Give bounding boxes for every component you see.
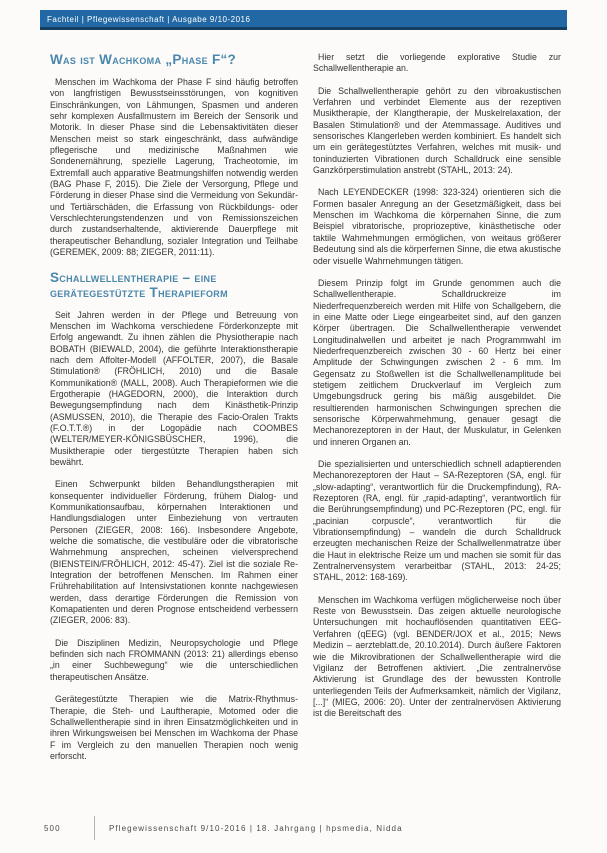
header-text: Fachteil | Pflegewissenschaft | Ausgabe 9/10-2016 xyxy=(47,15,251,24)
paragraph: Einen Schwerpunkt bilden Behandlungstherapien mit konsequenter individueller Förderung, frühem Dialog- und Kommunikationsaufbau, körpernahen Interaktionen und Handlungsdialogen unter Einbeziehung von vertrauten Personen (ZIEGER, 2008: 166). Insbesondere Angebote, welche die somatische, die vestibuläre oder die vibratorische Wahrnehmung ansprechen, scheinen vielversprechend (BIENSTEIN/FRÖHLICH, 2012: 45-47). Ziel ist die soziale Re-Integration der betroffenen Menschen. Im Rahmen einer Frührehabilitation auf Intensivstationen konnte nachgewiesen werden, dass derartige Förderungen die Remission von Komapatienten und deren Prognose entscheidend verbessern (ZIEGER, 2006: 83). xyxy=(50,479,298,626)
paragraph: Die spezialisierten und unterschiedlich schnell adaptierenden Mechanorezeptoren der Haut – SA-Rezeptoren (SA, engl. für „slow-adapting“, verantwortlich für die Druckempfindung), RA-Rezeptoren (RA, engl. für „rapid-adapting“, verantwortlich für die Berührungsempfindung) und PC-Rezeptoren (PC, engl. für „pacinian corpuscle“, verantwortlich für die Vibrationsempfindung) – wandeln die durch Schalldruck erzeugten mechanischen Reize der Schallwellenmatratze über die Haut in elektrische Reize um und machen sie somit für das Zentralnervensystem verarbeitbar (STAHL, 2013: 24-25; STAHL, 2012: 168-169). xyxy=(313,459,561,583)
footer-separator xyxy=(94,816,95,840)
page-number: 500 xyxy=(44,823,61,833)
right-column xyxy=(313,52,561,773)
paragraph: Die Disziplinen Medizin, Neuropsychologie und Pflege befinden sich nach FROMMANN (2013: 21) allerdings ebenso „in einer Suchbewegung“ wie die unterschiedlichen therapeutischen Ansätze. xyxy=(50,637,298,682)
article-body xyxy=(50,52,562,773)
page-footer xyxy=(44,814,564,842)
journal-header-bar xyxy=(40,10,567,30)
paragraph: Hier setzt die vorliegende explorative Studie zur Schallwellentherapie an. xyxy=(313,52,561,74)
paragraph: Menschen im Wachkoma der Phase F sind häufig betroffen von langfristigen Bewusstseinsstörungen, von kognitiven Einschränkungen, von Lähmungen, Spasmen und anderen sehr komplexen Ausfallmustern im Bereich der Sensorik und Motorik. In dieser Phase sind die Lebensaktivitäten dieser Menschen meist so stark eingeschränkt, dass aufwändige pflegerische und medizinische Maßnahmen wie Sondenernährung, spezielle Lagerung, Tracheotomie, im Extremfall auch apparative Beatmungshilfen notwendig werden (BAG Phase F, 2015). Die Ziele der Versorgung, Pflege und Förderung in dieser Phase sind die Vermeidung von Sekundär- und Tertiärschäden, die Erfassung von Rückbildungs- oder Verschlechterungstendenzen und von Remissionszeichen durch zustandserhaltende, aktivierende Dauerpflege mit therapeutischer Behandlung, sozialer Integration und Teilhabe (GEREMEK, 2009: 88; ZIEGER, 2011:11). xyxy=(50,77,298,258)
paragraph: Diesem Prinzip folgt im Grunde genommen auch die Schallwellentherapie. Schalldruckreize im Niederfrequenzbereich werden mit Hilfe von Schallgebern, die in eine Matte oder Liege eingearbeitet sind, auf den ganzen Körper übertragen. Die Schallwellentherapie verwendet Longitudinalwellen und arbeitet je nach Programmwahl im Niederfrequenzbereich zwischen 30 - 60 Hertz bei einer Amplitude der Schwingungen zwischen 2 - 6 mm. Im Gegensatz zu Stoßwellen ist die Schallwellenamplitude bei stetigem zeitlichem Druckverlauf im Vergleich zum Umgebungsdruck gering bis mäßig ausgebildet. Die resultierenden harmonischen Schwingungen sprechen die sensorische Körperwahrnehmung, genauer gesagt die Mechanorezeptoren in der Haut, der Muskulatur, in Gelenken und inneren Organen an. xyxy=(313,277,561,447)
section-heading-wachkoma: Was ist Wachkoma „Phase F“? xyxy=(50,52,237,67)
section-heading-schallwellentherapie: Schallwellentherapie – eine gerätegestützte Therapieform xyxy=(50,269,228,300)
left-column xyxy=(50,52,298,773)
footer-journal-line: Pflegewissenschaft 9/10-2016 | 18. Jahrgang | hpsmedia, Nidda xyxy=(109,823,403,833)
paragraph: Menschen im Wachkoma verfügen möglicherweise noch über Reste von Bewusstsein. Das zeigen aktuelle neurologische Untersuchungen mit hochauflösenden quantitativen EEG-Verfahren (qEEG) (vgl. BENDER/JOX et al., 2015; News Medizin – aerzteblatt.de, 20.10.2014). Durch äußere Faktoren wie die Mikrovibrationen der Schallwellentherapie wird die Vigilanz der Betroffenen aktiviert. „Die zentralnervöse Aktivierung ist Grundlage des der bewussten Kontrolle unterliegenden Teils der Aufmerksamkeit, nämlich der Vigilanz, [...]“ (MIEG, 2006: 20). Unter der zentralnervösen Aktivierung ist die Bereitschaft des xyxy=(313,594,561,719)
paragraph: Seit Jahren werden in der Pflege und Betreuung von Menschen im Wachkoma verschiedene Förderkonzepte mit Erfolg angewandt. Zu ihnen zählen die Physiotherapie nach BOBATH (BIEWALD, 2004), die geführte Interaktionstherapie nach dem Affolter-Modell (AFFOLTER, 2007), die Basale Stimulation® (FRÖHLICH, 2010) und die Basale Kommunikation® (MALL, 2008). Auch Therapieformen wie die Ergotherapie (HAGEDORN, 2000), die Interaktion durch Bewegungsempfindung nach dem Kinästhetik-Prinzip (ASMUSSEN, 2010), die Therapie des Facio-Oralen Trakts (F.O.T.T.®) in der Logopädie nach COOMBES (WELTER/MEYER-KÖNIGSBÜSCHER, 1996), die Musiktherapie oder tiergestützte Therapien haben sich bewährt. xyxy=(50,309,298,467)
paragraph: Nach LEYENDECKER (1998: 323-324) orientieren sich die Formen basaler Anregung an der Gesetzmäßigkeit, dass bei Menschen im Wachkoma die körpernahen Sinne, die zum Beispiel vibratorische, propriozeptive, kinästhetische oder taktile Wahrnehmungen ermöglichen, von weitaus größerer Bedeutung sind als die körperfernen Sinne, die etwa akustische oder visuelle Wahrnehmungen tätigen. xyxy=(313,187,561,266)
paragraph: Die Schallwellentherapie gehört zu den vibroakustischen Verfahren und verbindet Elemente aus der rezeptiven Musiktherapie, der Klangtherapie, der Muskelrelaxation, der Basalen Stimulation® und der Atemmassage. Auditives und sensorisches Klangerleben werden kombiniert. Es handelt sich um ein gerätegestütztes Verfahren, welches mit musik- und toninduzierten Vibrationen durch Schalldruck eine sensible Ganzkörperstimulation anstrebt (STAHL, 2013: 24). xyxy=(313,85,561,176)
paragraph: Gerätegestützte Therapien wie die Matrix-Rhythmus-Therapie, die Steh- und Lauftherapie, Motomed oder die Schallwellentherapie sind in ihren Einsatzmöglichkeiten und in ihren Wirkungsweisen bei Menschen im Wachkoma der Phase F im Vergleich zu den manuellen Therapien noch wenig erforscht. xyxy=(50,694,298,761)
